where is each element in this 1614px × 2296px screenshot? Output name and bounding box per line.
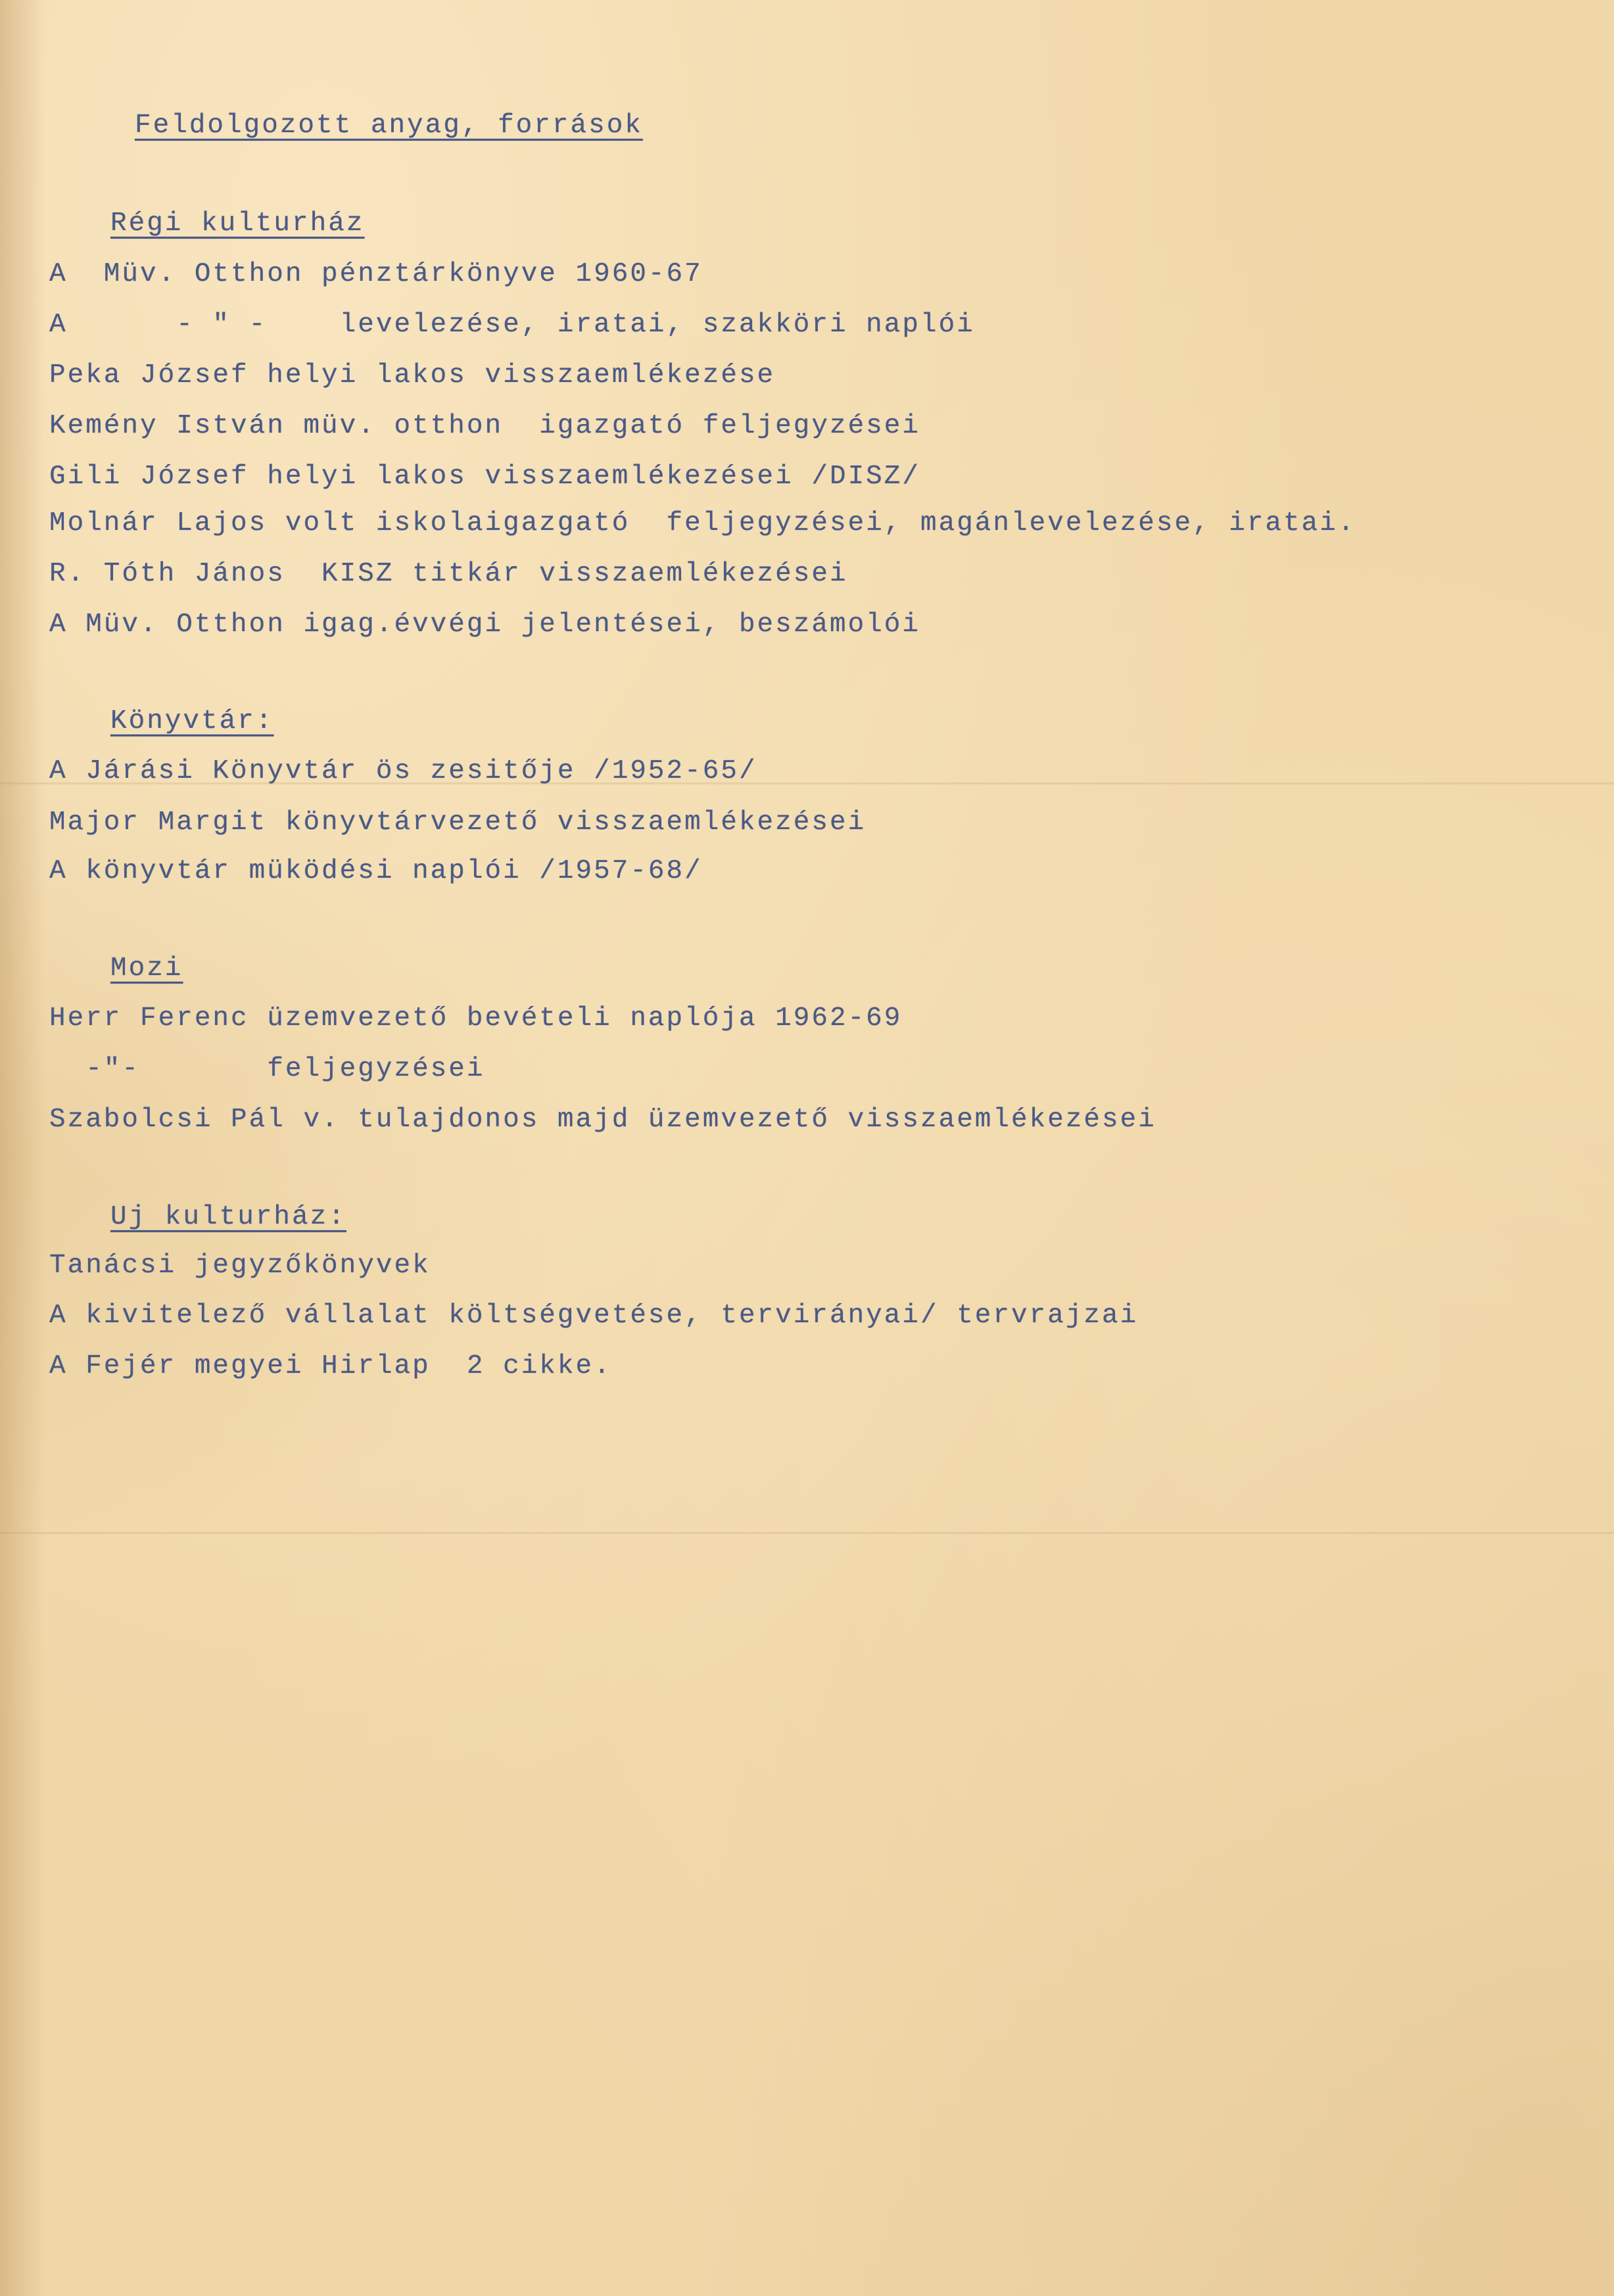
document-title: Feldolgozott anyag, források bbox=[135, 110, 643, 141]
section-heading-regi-kulturhaz: Régi kulturház bbox=[110, 208, 365, 239]
source-line: A Müv. Otthon pénztárkönyve 1960-67 bbox=[49, 259, 703, 289]
source-line: R. Tóth János KISZ titkár visszaemlékezései bbox=[49, 559, 848, 589]
source-line: Molnár Lajos volt iskolaigazgató feljegyzései, magánlevelezése, iratai. bbox=[49, 508, 1356, 538]
source-line: A Müv. Otthon igag.évvégi jelentései, beszámolói bbox=[49, 610, 920, 640]
source-line: Peka József helyi lakos visszaemlékezése bbox=[49, 360, 776, 391]
section-heading-mozi: Mozi bbox=[110, 953, 183, 984]
section-heading-uj-kulturhaz: Uj kulturház: bbox=[110, 1202, 346, 1232]
source-line: A könyvtár müködési naplói /1957-68/ bbox=[49, 856, 703, 886]
source-line: Major Margit könyvtárvezető visszaemlékezései bbox=[49, 807, 866, 838]
source-line: Herr Ferenc üzemvezető bevételi naplója 1962-69 bbox=[49, 1003, 903, 1034]
source-line: A kivitelező vállalat költségvetése, tervirányai/ tervrajzai bbox=[49, 1301, 1139, 1331]
source-line: Tanácsi jegyzőkönyvek bbox=[49, 1251, 431, 1281]
source-line: A Fejér megyei Hirlap 2 cikke. bbox=[49, 1351, 612, 1381]
source-line: Gili József helyi lakos visszaemlékezései /DISZ/ bbox=[49, 462, 920, 492]
source-line: A - " - levelezése, iratai, szakköri naplói bbox=[49, 310, 975, 340]
paper-crease bbox=[0, 1532, 1614, 1534]
source-line: Szabolcsi Pál v. tulajdonos majd üzemvezető visszaemlékezései bbox=[49, 1105, 1156, 1135]
source-line: A Járási Könyvtár ös zesitője /1952-65/ bbox=[49, 756, 757, 786]
source-line: -"- feljegyzései bbox=[49, 1054, 485, 1084]
paper-left-edge bbox=[0, 0, 46, 2296]
source-line: Kemény István müv. otthon igazgató feljegyzései bbox=[49, 411, 920, 441]
section-heading-konyvtar: Könyvtár: bbox=[110, 706, 274, 736]
